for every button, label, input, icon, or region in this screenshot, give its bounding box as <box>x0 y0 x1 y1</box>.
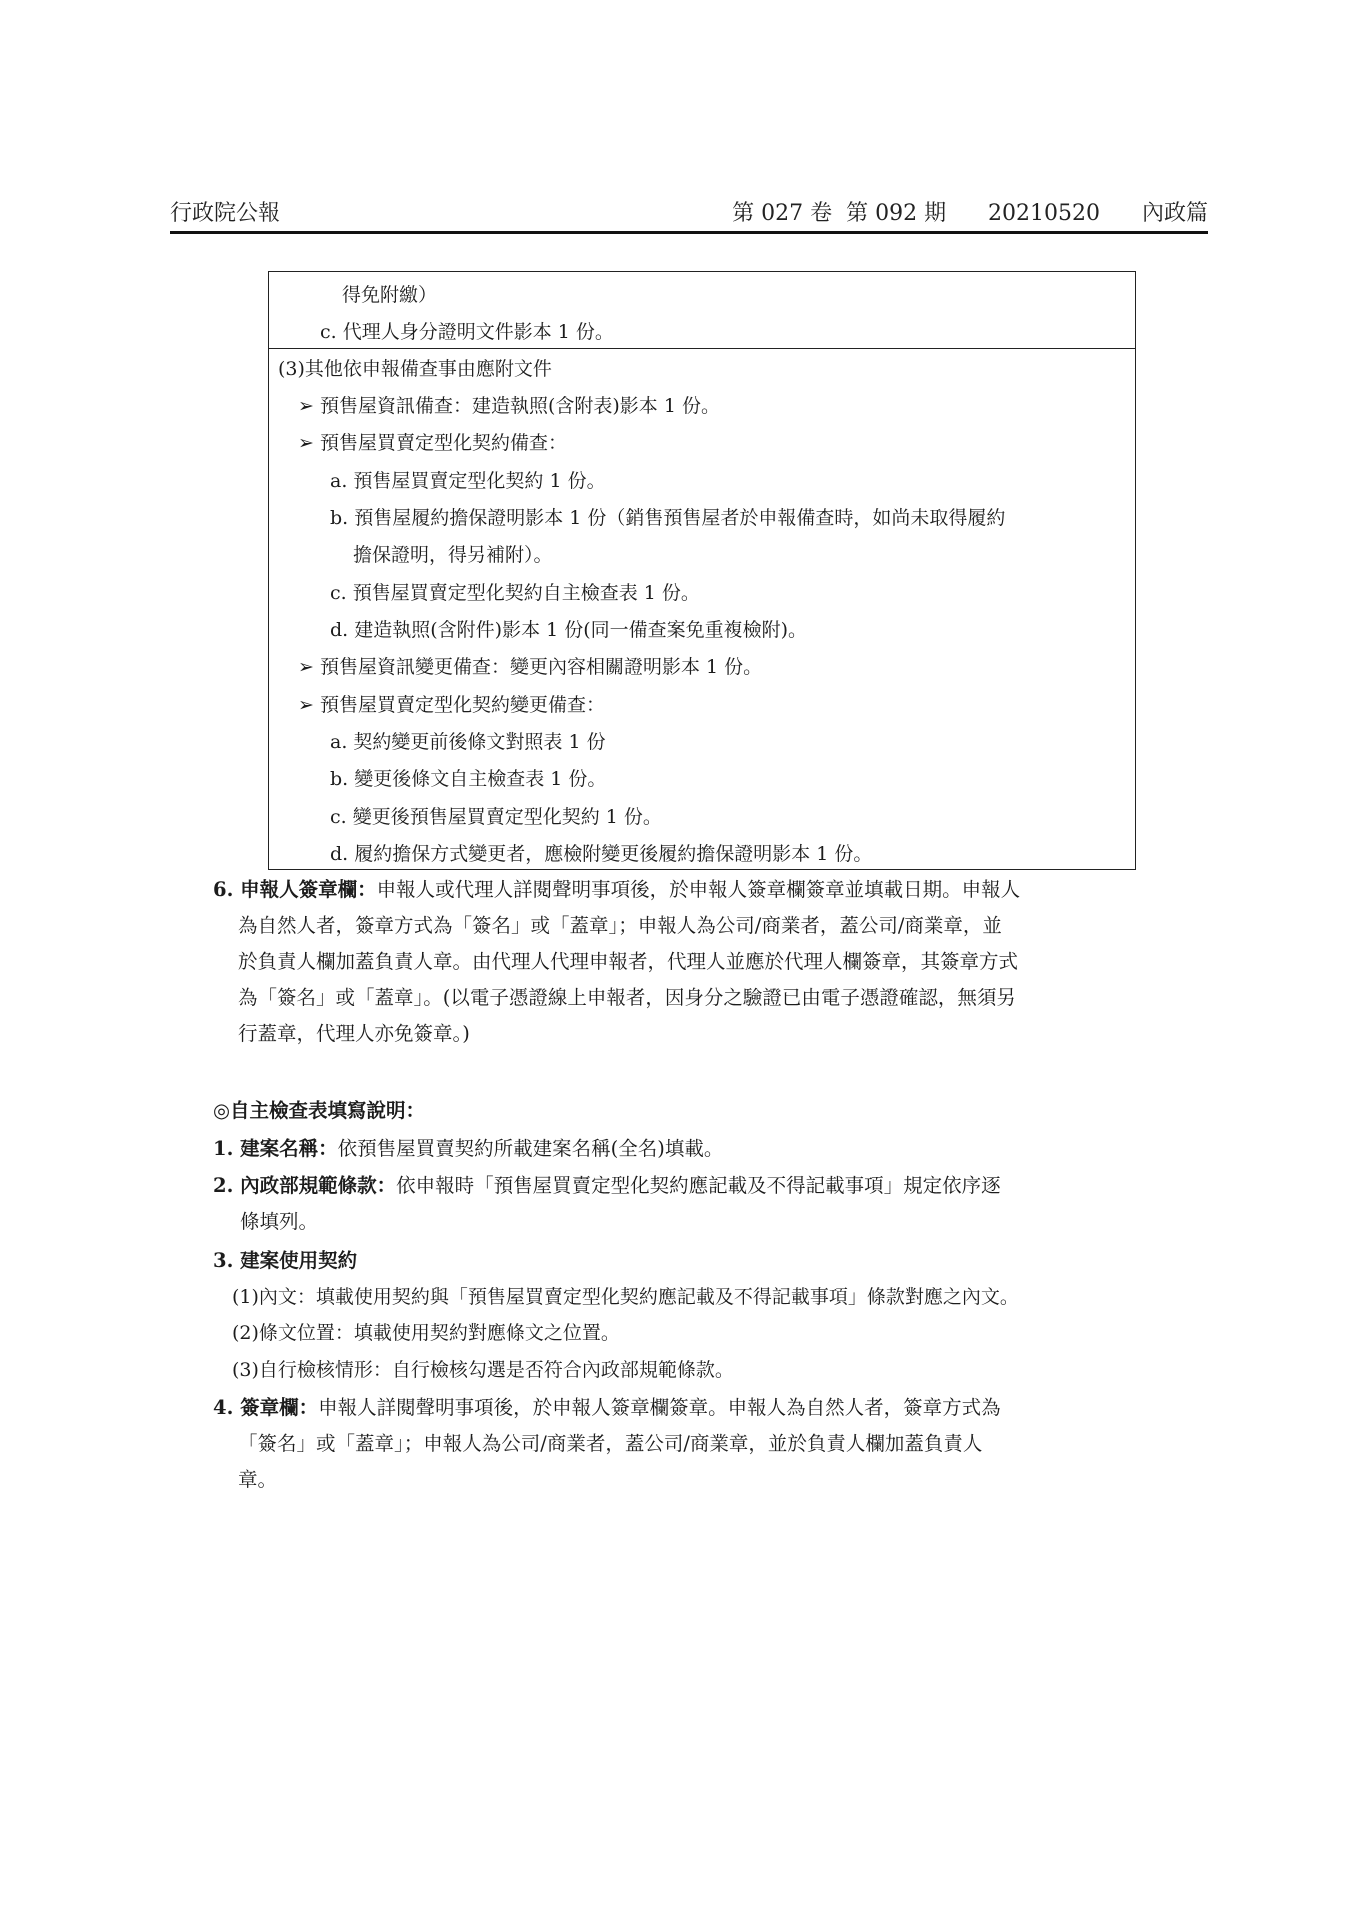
issue-info: 第 027 卷 第 092 期 20210520 內政篇 <box>732 201 1208 226</box>
table-text: ➢ 預售屋買賣定型化契約備查： <box>298 432 567 454</box>
table-text: c. 預售屋買賣定型化契約自主檢查表 1 份。 <box>330 582 700 604</box>
checklist-item-3-sub: (1)內文：填載使用契約與「預售屋買賣定型化契約應記載及不得記載事項」條款對應之內文。 <box>232 1286 1019 1308</box>
checklist-item-label: 2. 內政部規範條款： <box>213 1174 397 1197</box>
table-text: c. 代理人身分證明文件影本 1 份。 <box>320 321 614 343</box>
checklist-item-2-cont: 條填列。 <box>240 1210 319 1233</box>
table-text: a. 預售屋買賣定型化契約 1 份。 <box>330 470 606 492</box>
header-rule <box>170 231 1208 234</box>
checklist-item-3-sub: (2)條文位置：填載使用契約對應條文之位置。 <box>232 1322 620 1344</box>
section-6-line: 行蓋章，代理人亦免簽章。) <box>238 1022 470 1045</box>
checklist-item-4: 4. 簽章欄：申報人詳閱聲明事項後，於申報人簽章欄簽章。申報人為自然人者，簽章方式為 <box>213 1396 1001 1419</box>
section-6-line: 為自然人者，簽章方式為「簽名」或「蓋章」；申報人為公司/商業者，蓋公司/商業章，並 <box>238 914 1002 937</box>
table-row-title: (3)其他依申報備查事由應附文件 <box>278 358 552 380</box>
table-row-attachments <box>268 348 1136 870</box>
table-text: 得免附繳） <box>342 284 438 306</box>
table-text: 擔保證明，得另補附）。 <box>353 544 553 566</box>
table-text: c. 變更後預售屋買賣定型化契約 1 份。 <box>330 806 662 828</box>
table-text: ➢ 預售屋資訊備查：建造執照(含附表)影本 1 份。 <box>298 395 720 417</box>
table-text: d. 建造執照(含附件)影本 1 份(同一備查案免重複檢附)。 <box>330 619 808 641</box>
checklist-item-4-line: 「簽名」或「蓋章」；申報人為公司/商業者，蓋公司/商業章，並於負責人欄加蓋負責人 <box>238 1432 983 1455</box>
publication-name: 行政院公報 <box>170 201 281 226</box>
checklist-item-2: 2. 內政部規範條款：依申報時「預售屋買賣定型化契約應記載及不得記載事項」規定依序逐 <box>213 1174 1001 1197</box>
checklist-item-3-label: 3. 建案使用契約 <box>213 1249 358 1272</box>
page-header <box>170 196 1208 232</box>
checklist-item-label: 1. 建案名稱： <box>213 1137 338 1160</box>
table-text: ➢ 預售屋資訊變更備查：變更內容相關證明影本 1 份。 <box>298 656 763 678</box>
section-6-line: 於負責人欄加蓋負責人章。由代理人代理申報者，代理人並應於代理人欄簽章，其簽章方式 <box>238 950 1019 973</box>
table-text: a. 契約變更前後條文對照表 1 份 <box>330 731 606 753</box>
table-text: ➢ 預售屋買賣定型化契約變更備查： <box>298 694 605 716</box>
checklist-item-1: 1. 建案名稱：依預售屋買賣契約所載建案名稱(全名)填載。 <box>213 1137 724 1160</box>
section-6-label: 6. 申報人簽章欄： <box>213 878 377 901</box>
section-6-line: 6. 申報人簽章欄：申報人或代理人詳閱聲明事項後，於申報人簽章欄簽章並填載日期。申報人 <box>213 878 1021 901</box>
table-text: d. 履約擔保方式變更者，應檢附變更後履約擔保證明影本 1 份。 <box>330 843 873 865</box>
section-6-line: 為「簽名」或「蓋章」。(以電子憑證線上申報者，因身分之驗證已由電子憑證確認，無須另 <box>238 986 1016 1009</box>
checklist-item-3-sub: (3)自行檢核情形：自行檢核勾選是否符合內政部規範條款。 <box>232 1359 734 1381</box>
checklist-item-label: 4. 簽章欄： <box>213 1396 319 1419</box>
checklist-heading: ◎自主檢查表填寫說明： <box>213 1099 426 1122</box>
table-text: b. 預售屋履約擔保證明影本 1 份（銷售預售屋者於申報備查時，如尚未取得履約 <box>330 507 1006 529</box>
checklist-item-4-line: 章。 <box>238 1468 278 1491</box>
table-text: b. 變更後條文自主檢查表 1 份。 <box>330 768 607 790</box>
